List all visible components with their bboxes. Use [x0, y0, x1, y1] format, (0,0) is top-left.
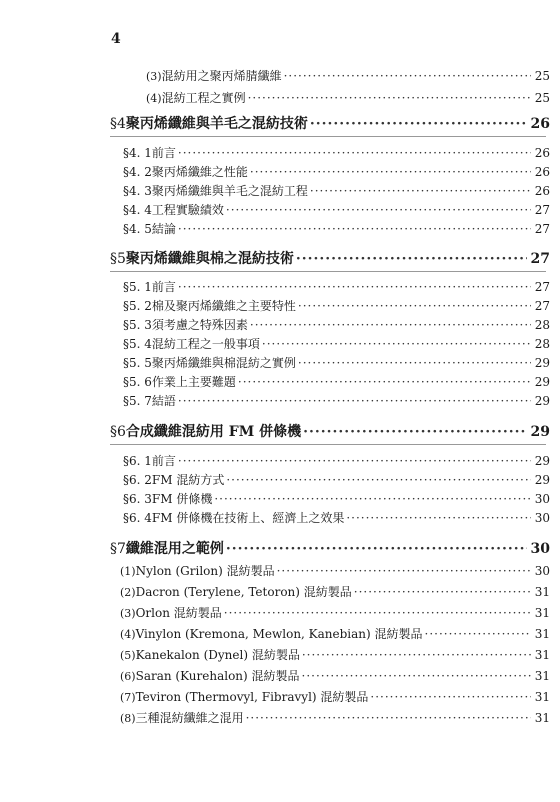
toc-entry [120, 625, 550, 642]
entry-title: 前言 [151, 280, 176, 294]
entry-number: §6. 4 [123, 511, 152, 525]
dot-leader [354, 585, 531, 599]
entry-title: 棉及聚丙烯纖維之主要特性 [151, 299, 296, 313]
entry-page: 29 [534, 394, 550, 408]
entry-number: (5) [120, 649, 136, 662]
section-page: 30 [530, 541, 550, 557]
dot-leader [346, 511, 530, 525]
section-heading [110, 538, 550, 558]
dot-leader [250, 165, 531, 179]
dot-leader [246, 711, 531, 725]
entry-page: 27 [534, 222, 550, 236]
entry-page: 31 [534, 669, 550, 683]
section-divider [110, 136, 546, 137]
section-title: 聚丙烯纖維與棉之混紡技術 [125, 251, 294, 267]
dot-leader [284, 69, 531, 83]
entry-number: §5. 3 [123, 318, 152, 332]
entry-number: §6. 1 [123, 454, 152, 468]
entry-number: (3) [120, 607, 136, 620]
entry-page: 29 [534, 454, 550, 468]
dot-leader [298, 356, 531, 370]
entry-title: Saran (Kurehalon) 混紡製品 [135, 669, 300, 683]
entry-number: (4) [146, 92, 162, 105]
toc-entry [123, 509, 550, 526]
dot-leader [298, 299, 531, 313]
section-divider [110, 271, 546, 272]
entry-page: 31 [534, 627, 550, 641]
entry-title: 三種混紡纖維之混用 [135, 711, 244, 725]
section-page: 27 [530, 251, 550, 267]
section-number: §6 [110, 424, 126, 440]
entry-page: 29 [534, 473, 550, 487]
entry-page: 26 [534, 184, 550, 198]
entry-number: §4. 4 [123, 203, 152, 217]
entry-title: Teviron (Thermovyl, Fibravyl) 混紡製品 [135, 690, 369, 704]
entry-number: §5. 6 [123, 375, 152, 389]
entry-number: §4. 5 [123, 222, 152, 236]
dot-leader [226, 473, 530, 487]
dot-leader [302, 648, 531, 662]
entry-page: 25 [534, 69, 550, 83]
entry-title: 作業上主要難題 [151, 375, 236, 389]
section-number: §4 [110, 116, 126, 132]
entry-page: 27 [534, 203, 550, 217]
entry-page: 31 [534, 648, 550, 662]
entry-title: 聚丙烯纖維之性能 [151, 165, 248, 179]
toc-entry [123, 452, 550, 469]
toc-entry [123, 373, 550, 390]
dot-leader [425, 627, 531, 641]
dot-leader [178, 222, 531, 236]
entry-title: 混紡工程之實例 [161, 91, 246, 105]
entry-page: 28 [534, 337, 550, 351]
entry-page: 30 [534, 564, 550, 578]
dot-leader [178, 454, 531, 468]
page-number: 4 [111, 31, 121, 47]
entry-title: 前言 [151, 146, 176, 160]
toc-entry [123, 144, 550, 161]
toc-entry [120, 604, 550, 621]
toc-entry [123, 316, 550, 333]
section-divider [110, 444, 546, 445]
entry-number: §5. 5 [123, 356, 152, 370]
toc-entry [120, 667, 550, 684]
toc-entry [123, 471, 550, 488]
entry-title: Orlon 混紡製品 [135, 606, 222, 620]
entry-title: Kanekalon (Dynel) 混紡製品 [135, 648, 300, 662]
entry-title: Vinylon (Kremona, Mewlon, Kanebian) 混紡製品 [135, 627, 423, 641]
toc-entry [120, 688, 550, 705]
section-title: 纖維混用之範例 [125, 541, 224, 557]
entry-page: 30 [534, 511, 550, 525]
section-number: §7 [110, 541, 126, 557]
section-page: 29 [530, 424, 550, 440]
entry-page: 26 [534, 146, 550, 160]
entry-title: Nylon (Grilon) 混紡製品 [135, 564, 275, 578]
section-title: 合成纖維混紡用 FM 併條機 [125, 424, 302, 440]
dot-leader [224, 606, 531, 620]
entry-page: 30 [534, 492, 550, 506]
toc-entry [123, 163, 550, 180]
entry-number: §4. 1 [123, 146, 152, 160]
toc-entry [123, 335, 550, 352]
section-heading [110, 421, 550, 441]
entry-title: 混紡工程之一般事項 [151, 337, 260, 351]
entry-page: 31 [534, 606, 550, 620]
dot-leader [302, 669, 531, 683]
entry-page: 25 [534, 91, 550, 105]
dot-leader [178, 146, 531, 160]
entry-number: (1) [120, 565, 136, 578]
entry-title: FM 併條機在技術上、經濟上之效果 [151, 511, 345, 525]
entry-page: 31 [534, 690, 550, 704]
section-number: §5 [110, 251, 126, 267]
entry-title: 聚丙烯纖維與羊毛之混紡工程 [151, 184, 308, 198]
entry-page: 27 [534, 280, 550, 294]
dot-leader [178, 280, 531, 294]
dot-leader [303, 424, 526, 440]
toc-entry [146, 67, 550, 84]
dot-leader [226, 203, 531, 217]
toc-entry [123, 220, 550, 237]
entry-number: (2) [120, 586, 136, 599]
entry-number: (7) [120, 691, 136, 704]
entry-page: 28 [534, 318, 550, 332]
entry-title: 混紡用之聚丙烯腈纖維 [161, 69, 282, 83]
entry-page: 26 [534, 165, 550, 179]
toc-entry [120, 709, 550, 726]
dot-leader [310, 184, 531, 198]
entry-number: §5. 2 [123, 299, 152, 313]
entry-title: 聚丙烯纖維與棉混紡之實例 [151, 356, 296, 370]
entry-number: (4) [120, 628, 136, 641]
dot-leader [262, 337, 531, 351]
dot-leader [310, 116, 527, 132]
entry-title: Dacron (Terylene, Tetoron) 混紡製品 [135, 585, 352, 599]
toc-entry [146, 89, 550, 106]
toc-entry [123, 278, 550, 295]
entry-number: §6. 2 [123, 473, 152, 487]
dot-leader [226, 541, 527, 557]
section-heading [110, 248, 550, 268]
entry-number: §5. 4 [123, 337, 152, 351]
entry-number: (6) [120, 670, 136, 683]
entry-page: 27 [534, 299, 550, 313]
dot-leader [370, 690, 530, 704]
entry-title: 結論 [151, 222, 176, 236]
section-title: 聚丙烯纖維與羊毛之混紡技術 [125, 116, 308, 132]
entry-number: §5. 7 [123, 394, 152, 408]
dot-leader [178, 394, 531, 408]
toc-entry [123, 490, 550, 507]
toc-entry [123, 297, 550, 314]
toc-entry [120, 562, 550, 579]
dot-leader [238, 375, 531, 389]
entry-page: 31 [534, 585, 550, 599]
entry-title: FM 併條機 [151, 492, 213, 506]
section-heading [110, 113, 550, 133]
dot-leader [277, 564, 531, 578]
entry-page: 31 [534, 711, 550, 725]
section-page: 26 [530, 116, 550, 132]
entry-title: 須考慮之特殊因素 [151, 318, 248, 332]
toc-entry [123, 392, 550, 409]
entry-number: (8) [120, 712, 136, 725]
entry-title: 結語 [151, 394, 176, 408]
entry-number: §4. 3 [123, 184, 152, 198]
entry-number: §4. 2 [123, 165, 152, 179]
toc-entry [120, 646, 550, 663]
entry-title: 工程實驗績效 [151, 203, 224, 217]
entry-page: 29 [534, 356, 550, 370]
entry-page: 29 [534, 375, 550, 389]
entry-number: (3) [146, 70, 162, 83]
dot-leader [248, 91, 531, 105]
dot-leader [250, 318, 531, 332]
toc-entry [123, 182, 550, 199]
entry-title: FM 混紡方式 [151, 473, 225, 487]
toc-entry [120, 583, 550, 600]
toc-entry [123, 354, 550, 371]
dot-leader [214, 492, 530, 506]
entry-number: §6. 3 [123, 492, 152, 506]
toc-entry [123, 201, 550, 218]
entry-title: 前言 [151, 454, 176, 468]
dot-leader [296, 251, 527, 267]
entry-number: §5. 1 [123, 280, 152, 294]
